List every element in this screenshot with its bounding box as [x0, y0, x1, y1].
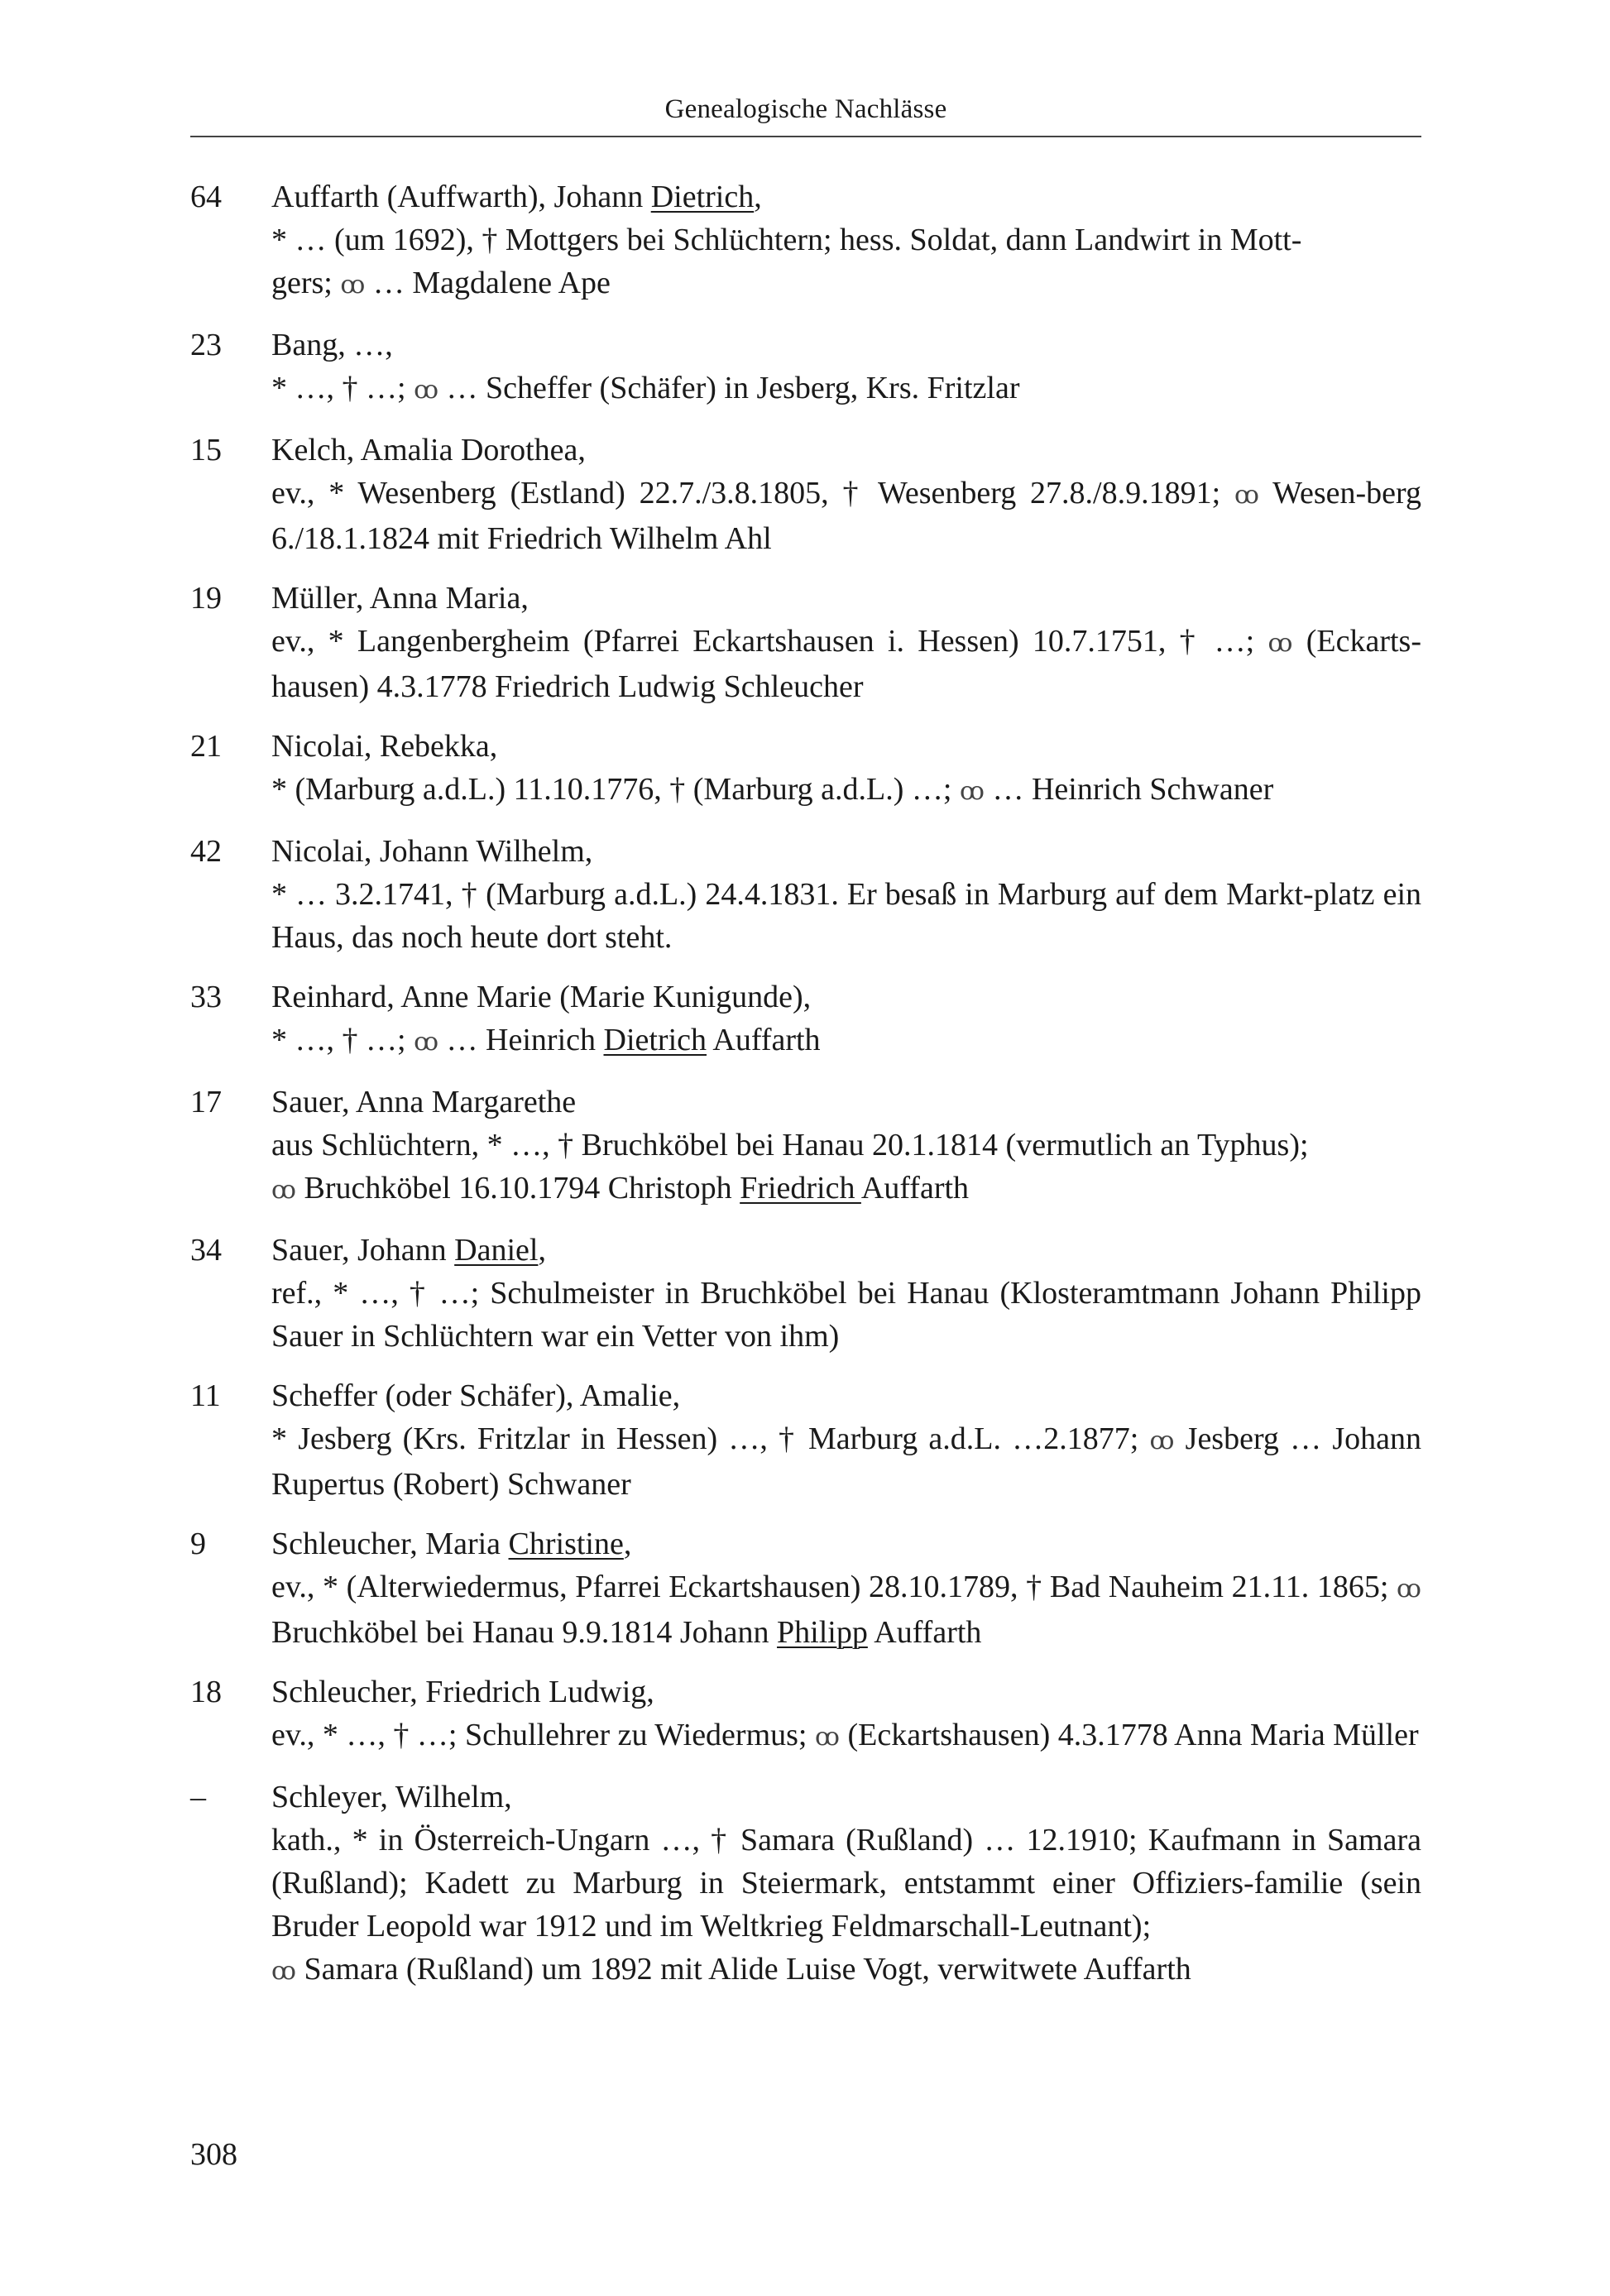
entry-details: ref., * …, † …; Schulmeister in Bruchköbel bei Hanau (Klosteramtmann Johann Philipp Sauer in Schlüchtern war ein Vetter von ihm) — [271, 1276, 1421, 1354]
marriage-icon: ꝏ — [414, 376, 436, 404]
details-text: * …, † …; — [271, 371, 414, 405]
entry-number: 34 — [190, 1233, 222, 1268]
entry-details — [271, 1124, 1421, 1212]
entry-sauer-anna-margarethe — [190, 1081, 1421, 1212]
details-text: … Scheffer (Schäfer) in Jesberg, Krs. Fritzlar — [438, 371, 1020, 405]
marriage-icon: ꝏ — [1149, 1427, 1172, 1455]
details-text: * … (um 1692), † Mottgers bei Schlüchtern; hess. Soldat, dann Landwirt in Mott- — [271, 223, 1302, 257]
entry-details: * … 3.2.1741, † (Marburg a.d.L.) 24.4.1831. Er besaß in Marburg auf dem Markt-platz ein Haus, das noch heute dort steht. — [271, 877, 1421, 955]
entry-name: Bang, …, — [271, 328, 393, 362]
entry-name — [271, 1522, 1421, 1565]
entry-details — [271, 1565, 1421, 1654]
entry-body — [271, 725, 1421, 813]
entry-sauer-johann-daniel — [190, 1229, 1421, 1358]
underlined-given-name: Friedrich — [740, 1171, 861, 1206]
entry-body — [271, 1522, 1421, 1654]
underlined-given-name: Philipp — [777, 1615, 868, 1650]
entry-schleyer-wilhelm — [190, 1776, 1421, 1993]
entry-body — [271, 175, 1421, 307]
details-text: * Jesberg (Krs. Fritzlar in Hessen) …, † Marburg a.d.L. …2.1877; — [271, 1421, 1150, 1456]
entry-body — [271, 1374, 1421, 1506]
details-text: Auffarth — [707, 1023, 821, 1057]
entry-name: Scheffer (oder Schäfer), Amalie, — [271, 1378, 681, 1413]
details-text: … Magdalene Ape — [365, 266, 611, 300]
details-text: ev., * Wesenberg (Estland) 22.7./3.8.1805, † Wesenberg 27.8./8.9.1891; — [271, 476, 1235, 510]
entry-body — [271, 577, 1421, 708]
entry-details — [271, 367, 1421, 412]
details-text: Wesen-berg 6./18.1.1824 mit Friedrich Wilhelm Ahl — [271, 476, 1421, 556]
entry-details — [271, 1819, 1421, 1993]
marriage-icon: ꝏ — [271, 1177, 293, 1204]
entry-details — [271, 218, 1421, 307]
entry-body — [271, 1670, 1421, 1759]
entry-number: 23 — [190, 328, 222, 362]
entry-body — [271, 1229, 1421, 1358]
details-text: ev., * …, † …; Schullehrer zu Wiedermus; — [271, 1718, 815, 1752]
details-text: ev., * (Alterwiedermus, Pfarrei Eckartshausen) 28.10.1789, † Bad Nauheim 21.11. 1865; — [271, 1570, 1397, 1604]
details-text: Bruchköbel 16.10.1794 Christoph — [295, 1171, 740, 1206]
page-number: 308 — [190, 2137, 237, 2172]
name-text: Schleucher, Maria — [271, 1527, 509, 1561]
name-punctuation: , — [623, 1527, 632, 1561]
entry-details — [271, 620, 1421, 708]
header-rule — [190, 136, 1421, 137]
marriage-icon: ꝏ — [271, 1958, 293, 1985]
entry-body — [271, 429, 1421, 560]
details-text: Samara (Rußland) um 1892 mit Alide Luise Vogt, verwitwete Auffarth — [295, 1952, 1191, 1987]
entry-number: 11 — [190, 1378, 221, 1413]
details-text: kath., * in Österreich-Ungarn …, † Samara (Rußland) … 12.1910; Kaufmann in Samara (Rußland); Kadett zu Marburg in Steiermark, entstammt einer Offiziers-familie (sein Bruder Leopold war 1912 und im Weltkrieg Feldmarschall-Leutnant); — [271, 1823, 1421, 1944]
marriage-icon: ꝏ — [1267, 630, 1290, 657]
entry-number: 9 — [190, 1527, 206, 1561]
name-punctuation: , — [538, 1233, 546, 1268]
entry-name: Sauer, Anna Margarethe — [271, 1085, 577, 1119]
entry-body — [271, 830, 1421, 959]
name-text: Auffarth (Auffwarth), Johann — [271, 180, 651, 214]
marriage-icon: ꝏ — [1234, 482, 1256, 509]
entry-details — [271, 1714, 1421, 1759]
underlined-given-name: Daniel — [454, 1233, 539, 1268]
details-text: * …, † …; — [271, 1023, 414, 1057]
entry-scheffer-amalie — [190, 1374, 1421, 1506]
entry-kelch-amalia-dorothea — [190, 429, 1421, 560]
details-text: * (Marburg a.d.L.) 11.10.1776, † (Marburg a.d.L.) …; — [271, 772, 960, 807]
details-text: ev., * Langenbergheim (Pfarrei Eckartshausen i. Hessen) 10.7.1751, † …; — [271, 624, 1268, 659]
genealogy-entry-list — [190, 175, 1421, 2010]
entry-name: Nicolai, Johann Wilhelm, — [271, 834, 593, 869]
entry-body — [271, 1776, 1421, 1993]
underlined-given-name: Christine — [508, 1527, 624, 1561]
details-text: Jesberg … Johann Rupertus (Robert) Schwaner — [271, 1421, 1421, 1502]
entry-schleucher-maria-christine — [190, 1522, 1421, 1654]
entry-number: 17 — [190, 1085, 222, 1119]
entry-name — [271, 1229, 1421, 1272]
entry-nicolai-rebekka — [190, 725, 1421, 813]
details-text: aus Schlüchtern, * …, † Bruchköbel bei Hanau 20.1.1814 (vermutlich an Typhus); — [271, 1128, 1309, 1162]
details-text: (Eckarts-hausen) 4.3.1778 Friedrich Ludwig Schleucher — [271, 624, 1421, 704]
running-head: Genealogische Nachlässe — [664, 94, 947, 124]
details-text: … Heinrich — [438, 1023, 604, 1057]
details-text: Auffarth — [867, 1615, 982, 1650]
marriage-icon: ꝏ — [414, 1028, 436, 1056]
entry-name: Schleyer, Wilhelm, — [271, 1780, 512, 1814]
details-text: Bruchköbel bei Hanau 9.9.1814 Johann — [271, 1615, 778, 1650]
entry-number: 21 — [190, 729, 222, 764]
underlined-given-name: Dietrich — [603, 1023, 707, 1057]
entry-number: – — [190, 1780, 206, 1814]
entry-name: Reinhard, Anne Marie (Marie Kunigunde), — [271, 980, 812, 1014]
entry-reinhard-anne-marie — [190, 975, 1421, 1064]
name-text: Sauer, Johann — [271, 1233, 455, 1268]
entry-body — [271, 975, 1421, 1064]
entry-auffarth-johann-dietrich — [190, 175, 1421, 307]
entry-name: Nicolai, Rebekka, — [271, 729, 498, 764]
marriage-icon: ꝏ — [1397, 1575, 1418, 1603]
entry-name: Kelch, Amalia Dorothea, — [271, 433, 586, 467]
entry-number: 64 — [190, 180, 222, 214]
entry-bang — [190, 324, 1421, 412]
name-punctuation: , — [754, 180, 762, 214]
underlined-given-name: Dietrich — [650, 180, 755, 214]
entry-details — [271, 768, 1421, 813]
details-text: gers; — [271, 266, 341, 300]
details-text: … Heinrich Schwaner — [984, 772, 1274, 807]
entry-nicolai-johann-wilhelm — [190, 830, 1421, 959]
entry-mueller-anna-maria — [190, 577, 1421, 708]
entry-details — [271, 472, 1421, 560]
entry-details — [271, 1417, 1421, 1506]
marriage-icon: ꝏ — [340, 271, 362, 299]
entry-number: 18 — [190, 1675, 222, 1709]
entry-number: 33 — [190, 980, 222, 1014]
marriage-icon: ꝏ — [959, 778, 981, 805]
details-text: (Eckartshausen) 4.3.1778 Anna Maria Müller — [839, 1718, 1419, 1752]
entry-number: 15 — [190, 433, 222, 467]
entry-details — [271, 1019, 1421, 1064]
entry-name: Schleucher, Friedrich Ludwig, — [271, 1675, 654, 1709]
entry-number: 42 — [190, 834, 222, 869]
marriage-icon: ꝏ — [814, 1723, 836, 1751]
entry-name — [271, 175, 1421, 218]
entry-number: 19 — [190, 581, 222, 616]
entry-body — [271, 1081, 1421, 1212]
entry-schleucher-friedrich-ludwig — [190, 1670, 1421, 1759]
entry-body — [271, 324, 1421, 412]
details-text: Auffarth — [860, 1171, 970, 1206]
entry-name: Müller, Anna Maria, — [271, 581, 529, 616]
